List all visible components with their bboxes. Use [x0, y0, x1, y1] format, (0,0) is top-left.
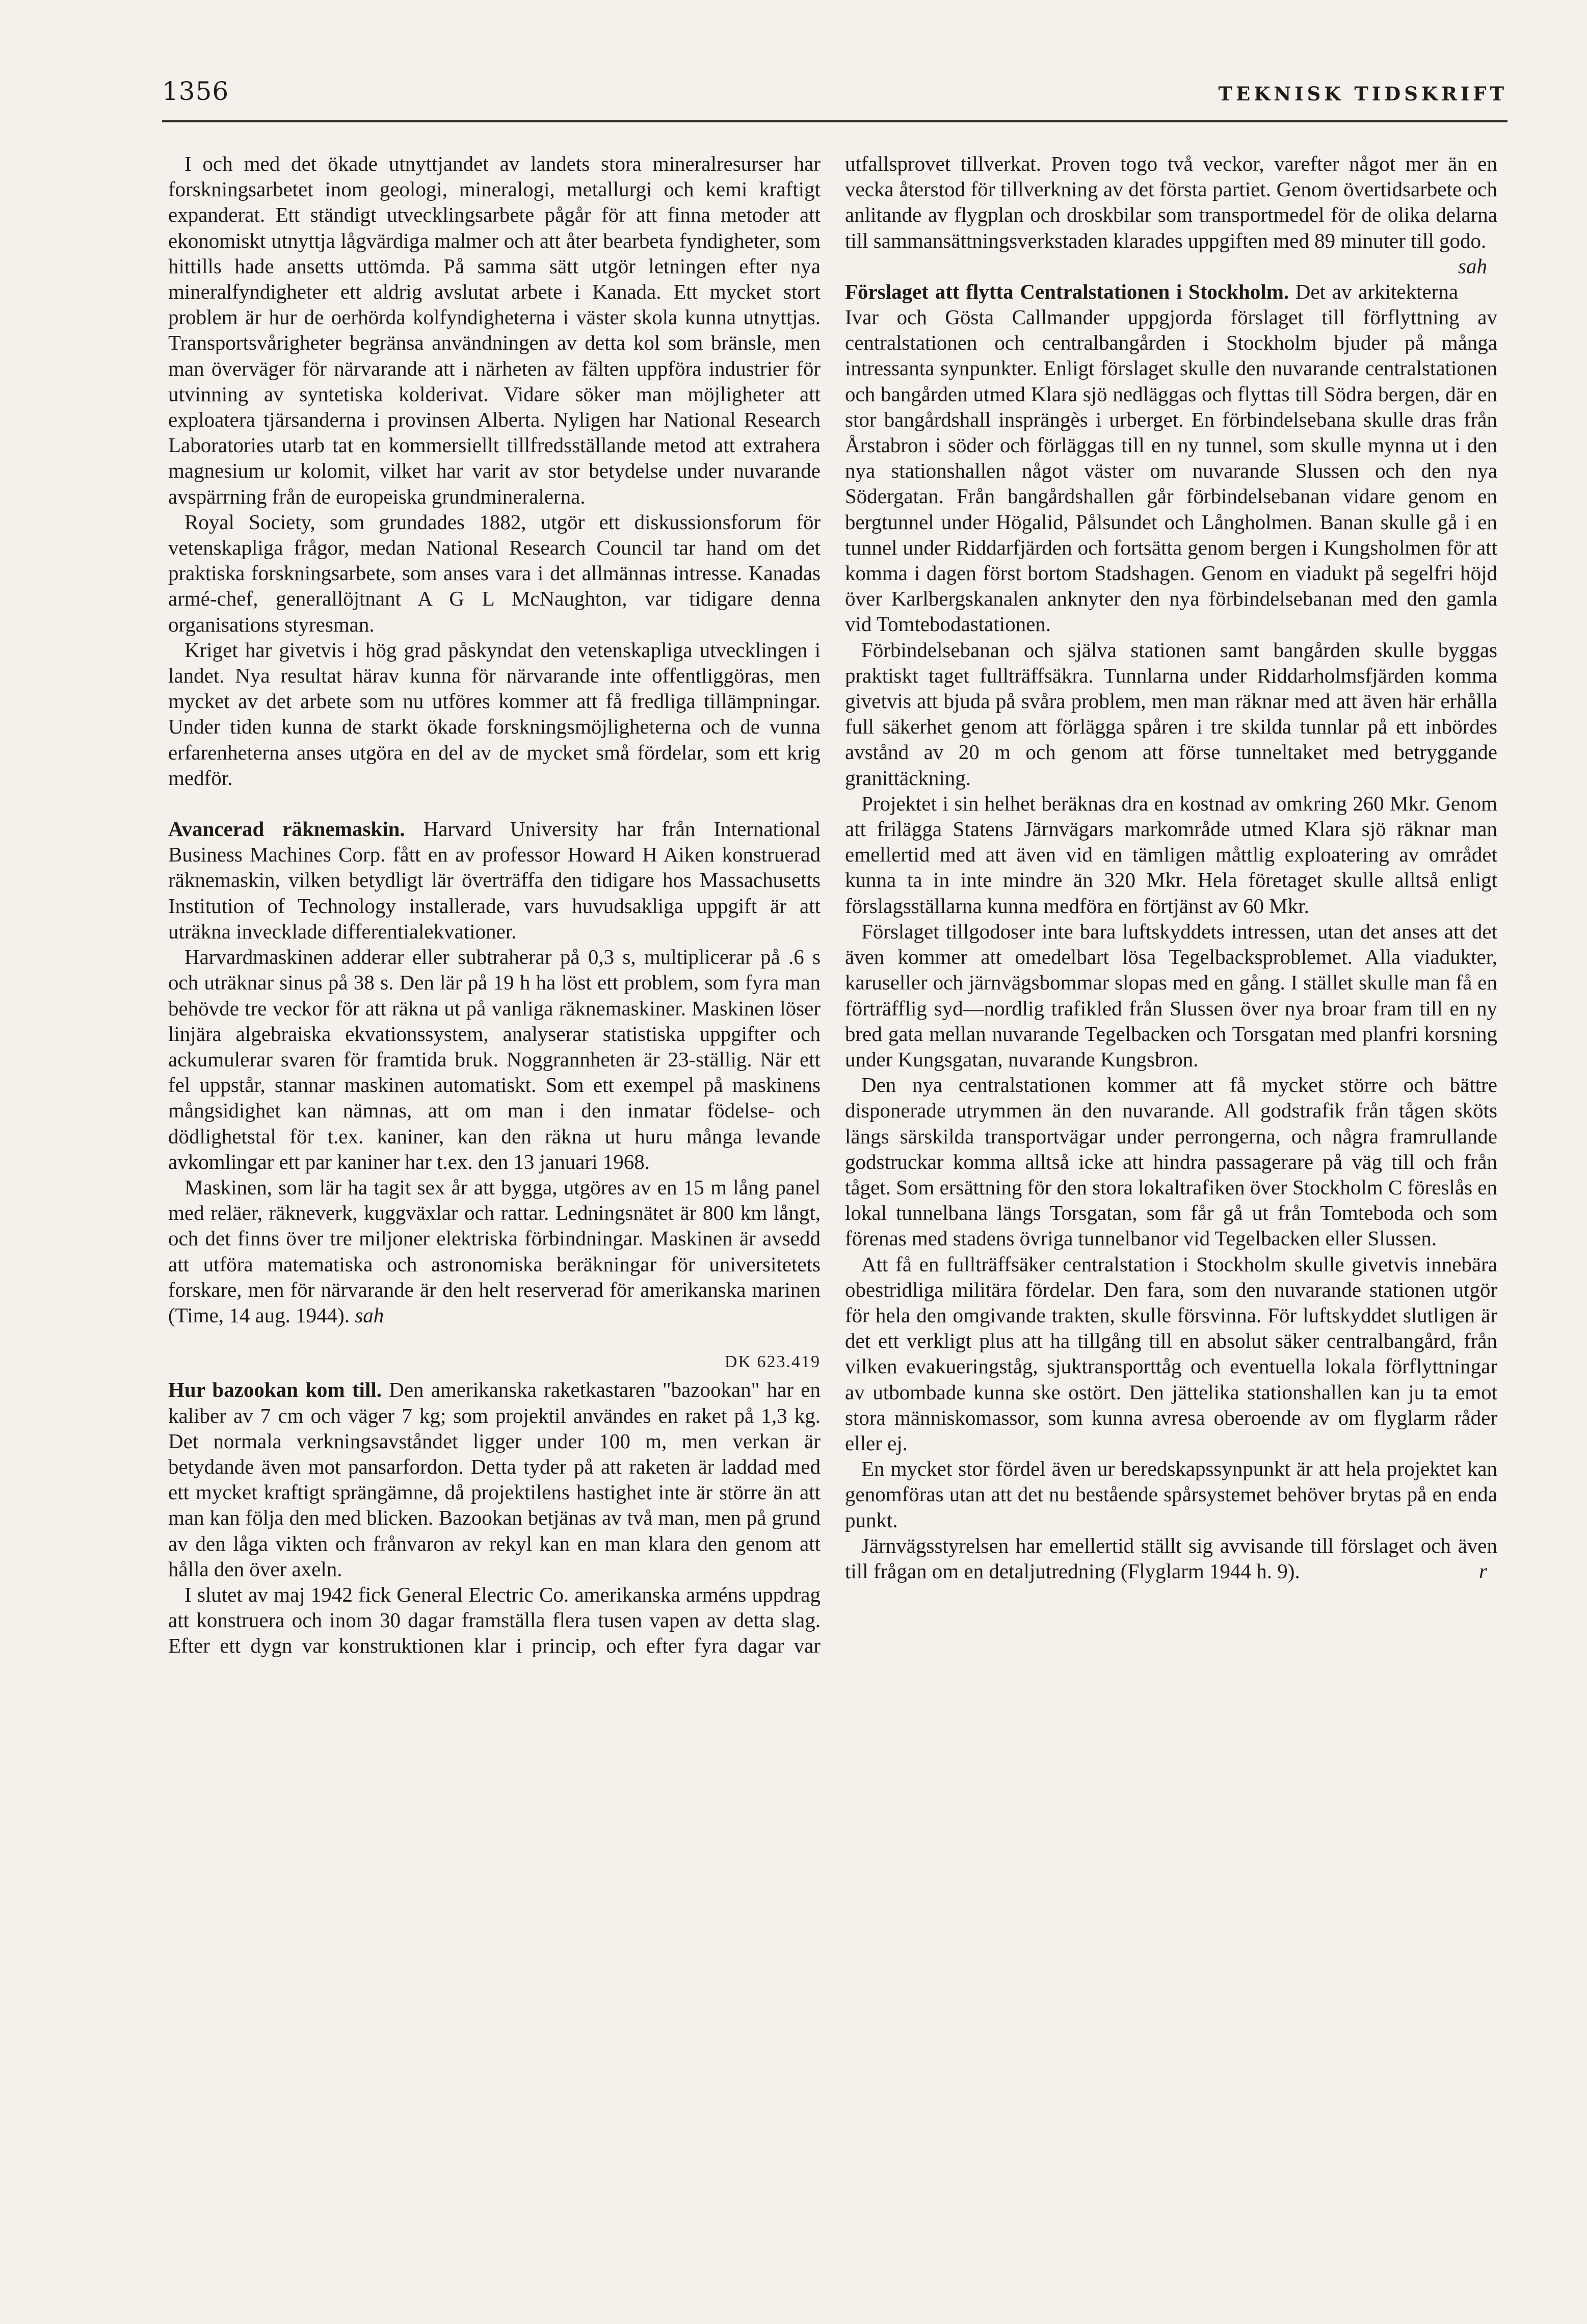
paragraph: Harvardmaskinen adderar eller subtraherar på 0,3 s, multiplicerar på .6 s och uträknar sinus på 38 s. Den lär på 19 h ha löst ett problem, som fyra man behövde tre veckor för att räkna ut på vanliga räknemaskiner. Maskinen löser linjära algebraiska ekvationssystem, analyserar statistiska uppgifter och ackumulerar svaren för framtida bruk. Noggrannheten är 23-ställig. När ett fel uppstår, stannar maskinen automatiskt. Som ett exempel på maskinens mångsidighet kan nämnas, att om man i den inmatar födelse- och dödlighetstal för t.ex. kaniner, kan den räkna ut huru många levande avkomlingar ett par kaniner har t.ex. den 13 januari 1968. [168, 945, 821, 1173]
paragraph: I och med det ökade utnyttjandet av landets stora mineralresurser har forskningsarbetet inom geologi, mineralogi, metallurgi och kemi kraftigt expanderat. Ett ständigt utvecklingsarbete pågår för att finna metoder att ekonomiskt utnyttja lågvärdiga malmer och att åter bearbeta fyndigheter, som hittills hade ansetts uttömda. På samma sätt utgör letningen efter nya mineralfyndigheter ett aldrig avslutat arbete i Kanada. Ett mycket stort problem är hur de oerhörda kolfyndigheterna i väster skola kunna utnyttjas. Transportsvårigheter begränsa användningen av detta kol som bränsle, men man överväger för närvarande att i närheten av fälten uppföra industrier för utvinning av syntetiska kolderivat. Vidare söker man möjligheter att exploatera tjärsanderna i provinsen Alberta. Nyligen har National Research Laboratories utarb tat en kommersiellt tillfredsställande metod att extrahera magnesium ur kolomit, vilket har varit av stor betydelse under nuvarande avspärrning från de europeiska grundmineralerna. [168, 152, 821, 508]
paragraph: En mycket stor fördel även ur beredskapssynpunkt är att hela projektet kan genomföras utan att det nu bestående spårsystemet behöver brytas på en enda punkt. [845, 1457, 1497, 1532]
article-heading: Hur bazookan kom till. [168, 1378, 382, 1402]
author-signature: sah [1458, 254, 1487, 278]
article-lead [168, 1377, 821, 1582]
paragraph-text: Maskinen, som lär ha tagit sex år att bygga, utgöres av en 15 m lång panel med reläer, räkneverk, kuggväxlar och rattar. Ledningsnätet är 800 km långt, och det finns över tre miljoner elektriska förbindningar. Maskinen är avsedd att utföra matematiska och astronomiska beräkningar för universitetets forskare, men för närvarande är den helt reserverad för amerikanska marinen (Time, 14 aug. 1944). [168, 1175, 821, 1327]
paragraph: Royal Society, som grundades 1882, utgör ett diskussionsforum för vetenskapliga frågor, medan National Research Council tar hand om det praktiska forskningsarbete, som anses vara i det allmännas intresse. Kanadas armé-chef, generallöjtnant A G L McNaughton, var tidigare denna organisations styresman. [168, 510, 821, 636]
author-signature: sah [355, 1303, 384, 1327]
article-lead [845, 279, 1497, 637]
paragraph: Kriget har givetvis i hög grad påskyndat den vetenskapliga utvecklingen i landet. Nya resultat härav kunna för närvarande inte offentliggöras, men mycket av det arbete som nu utföres kommer att få fredliga tillämpningar. Under tiden kunna de starkt ökade forskningsmöjligheterna och de vunna erfarenheterna anses utgöra en del av de mycket små fördelar, som ett krig medför. [168, 638, 821, 790]
article-heading: Avancerad räknemaskin. [168, 817, 405, 841]
lead-text: Det av arkitekterna Ivar och Gösta Callmander uppgjorda förslaget till förflyttning av centralstationen och centralbangården i Stockholm bjuder på många intressanta synpunkter. Enligt förslaget skulle den nuvarande centralstationen och bangården utmed Klara sjö nedläggas och flyttas till Södra bergen, där en stor bangårdshall insprängès i urberget. En förbindelsebana skulle dras från Årstabron i söder och förläggas till en ny tunnel, som skulle mynna ut i den nya stationshallen något väster om nuvarande Slussen och den nya Södergatan. Från bangårdshallen går förbindelsebanan vidare genom en bergtunnel under Högalid, Pålsundet och Långholmen. Banan skulle gå i en tunnel under Riddarfjärden och fortsätta genom bergen i Kungsholmen för att komma i dagen först bortom Stadshagen. Genom en viadukt på segelfri höjd över Karlbergskanalen anknyter den nya förbindelsebanan med den gamla vid Tomtebodastationen. [845, 279, 1497, 636]
article-lead [168, 816, 821, 944]
article-bazooka [168, 1349, 821, 1684]
paragraph-text: utfallsprovet tillverkat. Proven togo två veckor, varefter något mer än en vecka återstod för tillverkning av det första partiet. Genom övertidsarbete och anlitande av flygplan och droskbilar som transportmedel för de olika delarna till sammansättningsverkstaden klarades uppgiften med 89 minuter till godo. [845, 152, 1497, 252]
paragraph: Förslaget tillgodoser inte bara luftskyddets intressen, utan det anses att det även kommer att omedelbart lösa Tegelbacksproblemet. Alla viadukter, karuseller och järnvägsbommar slopas med en gång. I stället skulle man få en förträfflig syd—nordlig trafikled från Slussen över nya broar fram till en ny bred gata mellan nuvarande Tegelbacken och Torsgatan med planfri korsning under Kungsgatan, nuvarande Kungsbron. [845, 919, 1497, 1071]
paragraph [845, 1533, 1497, 1584]
lead-text: Den amerikanska raketkastaren "bazookan" har en kaliber av 7 cm och väger 7 kg; som projektil användes en raket på 1,3 kg. Det normala verkningsavståndet ligger under 100 m, men verkan är betydande även mot pansarfordon. Detta tyder på att raketen är laddad med ett mycket kraftigt sprängämne, då projektilens hastighet inte är större än att man kan följa den med blicken. Bazookan betjänas av två man, men på grund av den låga vikten och frånvaron av rekyl kan en man klara den genom att hålla den över axeln. [168, 1378, 821, 1581]
article-calculating-machine [168, 816, 821, 1328]
paragraph: I slutet av maj 1942 fick General Electric Co. amerikanska arméns uppdrag att konstruera och inom 30 dagar framställa flera tusen vapen av detta slag. Efter ett dygn var konstruktionen klar i princip, och efter fyra dagar var [168, 1582, 821, 1658]
right-column [845, 151, 1497, 1584]
paragraph: Förbindelsebanan och själva stationen samt bangården skulle byggas praktiskt taget fullträffsäkra. Tunnlarna under Riddarholmsfjärden komma givetvis att bjuda på svåra problem, men man räknar med att även här erhålla full säkerhet genom att förlägga spåren i tre skilda tunnlar på ett inbördes avstånd av 20 m och genom att förse tunneltaket med betryggande granittäckning. [845, 638, 1497, 790]
paragraph [168, 1174, 821, 1328]
author-signature: r [1479, 1559, 1487, 1583]
left-column [168, 151, 821, 1684]
lead-text: Harvard University har från International Business Machines Corp. fått en av professor Howard H Aiken konstruerad räknemaskin, vilken betydligt lär överträffa den tidigare hos Massachusetts Institution of Technology installerade, vars huvudsakliga uppgift är att uträkna invecklade differentialekvationer. [168, 817, 821, 943]
article-central-station [845, 279, 1497, 1584]
paragraph-text: Järnvägsstyrelsen har emellertid ställt sig avvisande till förslaget och även till frågan om en detaljutredning (Flyglarm 1944 h. 9). [845, 1533, 1497, 1583]
header-rule [162, 120, 1507, 122]
paragraph: Projektet i sin helhet beräknas dra en kostnad av omkring 260 Mkr. Genom att frilägga Statens Järnvägars markområde utmed Klara sjö räknar man emellertid med att även vid en tämligen måttlig exploatering av området kunna ta in inte mindre än 320 Mkr. Hela företaget skulle alltså enligt förslagsställarna kunna medföra en förtjänst av 60 Mkr. [845, 791, 1497, 918]
paragraph: Att få en fullträffsäker centralstation i Stockholm skulle givetvis innebära obestridliga militära fördelar. Den fara, som den nuvarande stationen utgör för hela den omgivande trakten, skulle försvinna. För luftskyddet slutligen är det ett verkligt plus att ha tillgång till en absolut säker centralbangård, från vilken evakueringståg, sjuktransporttåg och eventuella lokala förflyttningar av utbombade kunna ske ostört. Den jättelika stationshallen kan ju ta emot stora människomassor, som kunna avresa oberoende av om flyglarm råder eller ej. [845, 1252, 1497, 1455]
paragraph [845, 151, 1497, 278]
article-heading: Förslaget att flytta Centralstationen i Stockholm. [845, 279, 1289, 303]
page-number: 1356 [162, 76, 229, 106]
page-header [162, 71, 1507, 122]
dk-classification: DK 623.419 [724, 1352, 821, 1372]
article-bazooka-continued [845, 151, 1497, 278]
paragraph: Den nya centralstationen kommer att få mycket större och bättre disponerade utrymmen än den nuvarande. All godstrafik från tågen sköts längs särskilda transportvägar under perrongerna, och några framrullande godstruckar komma alltså icke att hindra passagerare på väg till och från tåget. Som ersättning för den stora lokaltrafiken över Stockholm C föreslås en lokal tunnelbana längs Torsgatan, som får gå ut från Tomteboda och som förenas med stadens övriga tunnelbanor vid Tegelbacken eller Slussen. [845, 1073, 1497, 1250]
article-canada-research [168, 151, 821, 791]
journal-title: TEKNISK TIDSKRIFT [1218, 83, 1507, 105]
